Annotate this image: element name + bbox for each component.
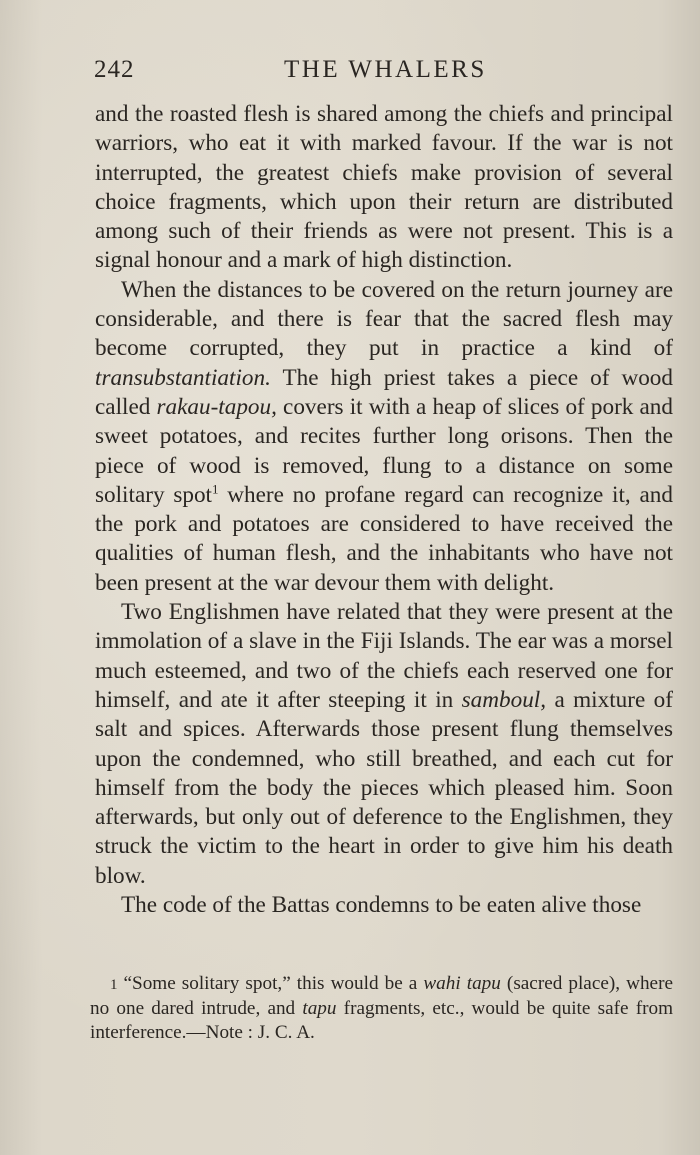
footnote-italic-2: tapu xyxy=(302,998,337,1019)
paragraph-3 xyxy=(95,598,673,891)
footnote-text-3: fragments, etc., would be quite safe from interference.—Note : J. C. A. xyxy=(90,998,673,1043)
page-number: 242 xyxy=(94,56,135,83)
paragraph-3-italic-1: samboul, xyxy=(461,686,547,713)
paragraph-4 xyxy=(95,891,673,920)
paragraph-2-text-3: covers it with a heap of slices of pork and sweet potatoes, and recites further long orisons. Then the piece of wood is removed, flung to a distance on some solitary spot xyxy=(95,393,673,508)
footnote-reference[interactable]: 1 xyxy=(211,481,219,497)
page-header xyxy=(88,52,678,92)
footnote-text-1: “Some solitary spot,” this would be a xyxy=(123,973,424,994)
paragraph-1-text: and the roasted flesh is shared among the chiefs and principal warriors, who eat it with marked favour. If the war is not interrupted, the greatest chiefs make provision of several choice fragments, which upon their return are distributed among such of their friends as were not present. This is a signal honour and a mark of high distinction. xyxy=(95,101,673,274)
paragraph-2-text-1: When the distances to be covered on the return journey are considerable, and there is fear that the sacred flesh may become corrupted, they put in practice a kind of xyxy=(95,276,673,362)
paragraph-4-text: The code of the Battas condemns to be eaten alive those xyxy=(121,892,642,919)
paragraph-2-text-2: The high priest takes a piece of wood called xyxy=(95,364,673,420)
paragraph-2-italic-1: transubstantiation. xyxy=(95,364,271,391)
footnote-marker: 1 xyxy=(110,977,118,993)
footnote-text-2: (sacred place), where no one dared intrude, and xyxy=(90,973,673,1019)
paragraph-3-text-2: a mixture of salt and spices. Afterwards those present flung themselves upon the condemned, who still breathed, and each cut for himself from the body the pieces which pleased him. Soon afterwards, but only out of deference to the Englishmen, they struck the victim to the heart in order to give him his death blow. xyxy=(95,686,673,889)
paragraph-2-text-4: where no profane regard can recognize it, and the pork and potatoes are considered to have received the qualities of human flesh, and the inhabitants who have not been present at the war devour them with delight. xyxy=(95,481,673,596)
footnote-italic-1: wahi tapu xyxy=(423,973,501,994)
paragraph-2 xyxy=(95,276,673,598)
running-head: THE WHALERS xyxy=(284,56,487,83)
footnote xyxy=(90,972,673,1045)
paragraph-2-italic-2: rakau-tapou, xyxy=(156,393,277,420)
paragraph-1 xyxy=(95,100,673,276)
body-text xyxy=(95,100,673,920)
paragraph-3-text-1: Two Englishmen have related that they were present at the immolation of a slave in the Fiji Islands. The ear was a morsel much esteemed, and two of the chiefs each reserved one for himself, and ate it after steeping it in xyxy=(95,599,673,713)
